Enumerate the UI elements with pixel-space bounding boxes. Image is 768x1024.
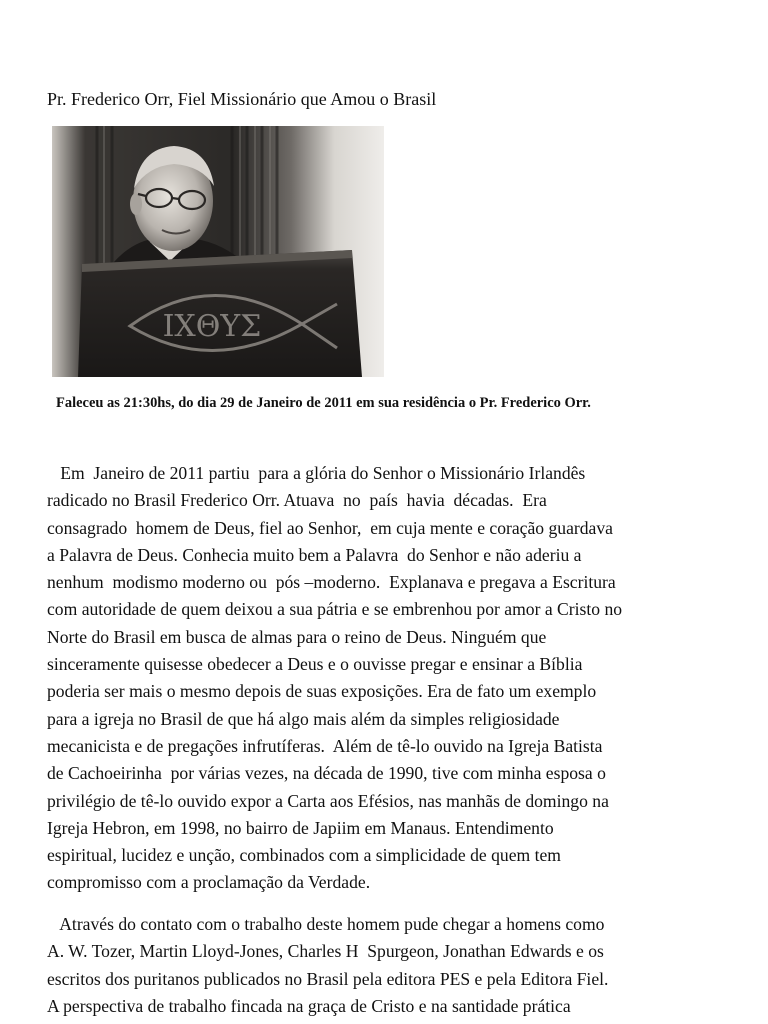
paragraph-line: Em Janeiro de 2011 partiu para a glória do Senhor o Missionário Irlandês: [47, 463, 586, 483]
paragraph-line: privilégio de tê-lo ouvido expor a Carta aos Efésios, nas manhãs de domingo na: [47, 790, 609, 811]
photo-caption: Faleceu as 21:30hs, do dia 29 de Janeiro de 2011 em sua residência o Pr. Frederico Orr.: [56, 395, 591, 411]
paragraph-line: compromisso com a proclamação da Verdade.: [47, 872, 371, 893]
paragraph-line: Igreja Hebron, em 1998, no bairro de Japiim em Manaus. Entendimento: [47, 817, 554, 838]
paragraph-line: sinceramente quisesse obedecer a Deus e o ouvisse pregar e ensinar a Bíblia: [47, 654, 583, 675]
paragraph-line: mecanicista e de pregações infrutíferas. Além de tê-lo ouvido na Igreja Batista: [47, 735, 603, 756]
paragraph-2: [47, 911, 737, 1020]
paragraph-line: escritos dos puritanos publicados no Brasil pela editora PES e pela Editora Fiel.: [47, 968, 609, 989]
paragraph-line: espiritual, lucidez e unção, combinados com a simplicidade de quem tem: [47, 845, 561, 866]
paragraph-line: para a igreja no Brasil de que há algo mais além da simples religiosidade: [47, 708, 560, 729]
pastor-photo-image: [52, 126, 384, 377]
paragraph-line: radicado no Brasil Frederico Orr. Atuava no país havia décadas. Era: [47, 490, 547, 511]
paragraph-line: a Palavra de Deus. Conhecia muito bem a Palavra do Senhor e não aderiu a: [47, 544, 582, 565]
paragraph-line: com autoridade de quem deixou a sua pátria e se embrenhou por amor a Cristo no: [47, 599, 623, 620]
paragraph-1: [47, 460, 737, 897]
document-title: Pr. Frederico Orr, Fiel Missionário que Amou o Brasil: [47, 89, 437, 109]
pastor-photo: [52, 126, 384, 377]
paragraph-line: poderia ser mais o mesmo depois de suas exposições. Era de fato um exemplo: [47, 681, 597, 702]
paragraph-line: A. W. Tozer, Martin Lloyd-Jones, Charles H Spurgeon, Jonathan Edwards e os: [47, 941, 604, 962]
paragraph-line: A perspectiva de trabalho fincada na graça de Cristo e na santidade prática: [47, 995, 571, 1016]
paragraph-line: nenhum modismo moderno ou pós –moderno. Explanava e pregava a Escritura: [47, 572, 616, 593]
paragraph-line: Através do contato com o trabalho deste homem pude chegar a homens como: [47, 914, 605, 934]
fish-symbol-text: ΙΧΘΥΣ: [162, 309, 262, 344]
paragraph-line: Norte do Brasil em busca de almas para o reino de Deus. Ninguém que: [47, 626, 547, 647]
paragraph-line: consagrado homem de Deus, fiel ao Senhor, em cuja mente e coração guardava: [47, 517, 613, 538]
paragraph-line: de Cachoeirinha por várias vezes, na década de 1990, tive com minha esposa o: [47, 763, 606, 784]
